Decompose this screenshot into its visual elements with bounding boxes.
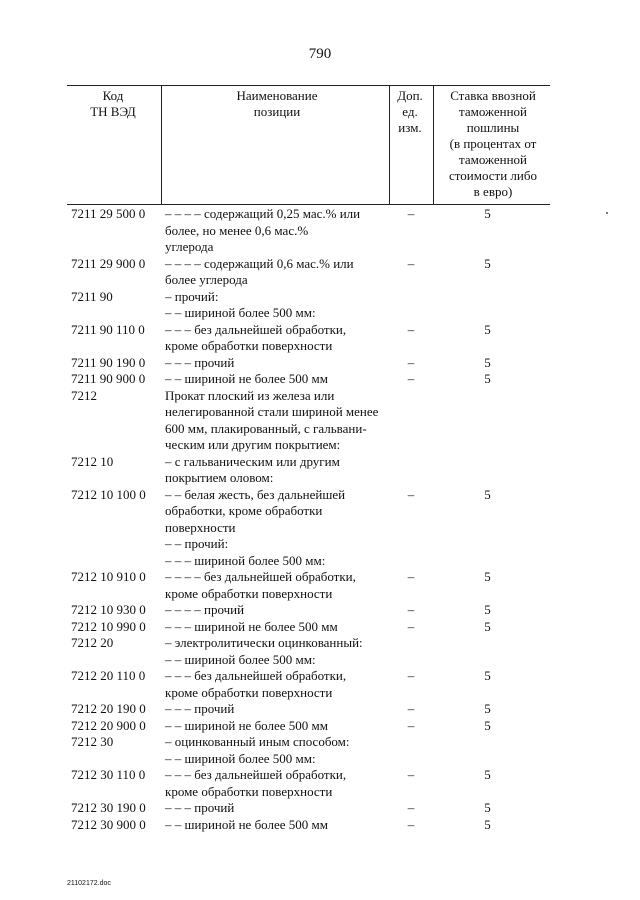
duty-rate [425, 454, 550, 487]
position-name-line: – – – – содержащий 0,6 мас.% или [165, 255, 354, 271]
header-rate-line: (в процентах от [449, 136, 537, 151]
duty-rate [425, 751, 550, 768]
position-name-line: углерода [165, 239, 214, 254]
additional-unit [397, 734, 425, 751]
additional-unit: – [407, 701, 415, 716]
additional-unit [397, 454, 425, 487]
tnved-code: 7211 90 110 0 [71, 321, 145, 337]
scan-speck [606, 212, 608, 214]
tnved-code: 7212 30 190 0 [71, 800, 146, 815]
header-unit-line: изм. [398, 120, 422, 135]
position-name [165, 635, 397, 652]
duty-rate: 5 [484, 602, 491, 617]
header-code [67, 88, 159, 120]
tnved-code: 7212 30 900 0 [71, 816, 146, 832]
table-row [67, 718, 550, 735]
position-name [165, 652, 397, 669]
table-row [67, 734, 550, 751]
position-name-line: кроме обработки поверхности [165, 783, 333, 799]
position-name-line: покрытием оловом: [165, 470, 274, 485]
table-row [67, 388, 550, 454]
duty-rate: 5 [484, 569, 491, 584]
tnved-code: 7212 20 900 0 [71, 717, 146, 733]
additional-unit: – [407, 816, 415, 832]
page-number: 790 [308, 46, 332, 62]
duty-rate: 5 [484, 255, 491, 271]
table-row [67, 553, 550, 570]
duty-rate: 5 [484, 206, 491, 221]
position-name [165, 718, 397, 735]
additional-unit: – [407, 486, 415, 502]
position-name [165, 454, 397, 487]
position-name [165, 619, 397, 636]
position-name [165, 767, 397, 800]
position-name [165, 569, 397, 602]
table-row [67, 619, 550, 636]
header-bottom-rule [67, 204, 550, 205]
column-divider [433, 85, 434, 205]
position-name-line: – – – – без дальнейшей обработки, [165, 569, 356, 584]
table-row [67, 305, 550, 322]
duty-rate [425, 305, 550, 322]
additional-unit [397, 289, 425, 306]
tnved-code: 7212 [71, 387, 97, 403]
table-row [67, 800, 550, 817]
position-name-line: 600 мм, плакированный, с гальвани- [165, 420, 367, 436]
tnved-code: 7211 90 [71, 288, 113, 304]
additional-unit: – [407, 767, 415, 782]
table-row [67, 256, 550, 289]
document-filename: 21102172.doc [67, 880, 111, 887]
tnved-code: 7212 30 110 0 [71, 767, 146, 782]
duty-rate [425, 652, 550, 669]
position-name-line: – – шириной более 500 мм: [165, 651, 316, 667]
tnved-code: 7212 30 [71, 734, 114, 749]
position-name [165, 817, 397, 834]
header-rate-line: таможенной [459, 152, 527, 167]
additional-unit: – [407, 602, 415, 617]
duty-rate: 5 [484, 816, 491, 832]
table-row [67, 635, 550, 652]
position-name-line: – – – без дальнейшей обработки, [165, 321, 347, 337]
duty-rate: 5 [484, 354, 491, 370]
duty-rate: 5 [484, 371, 491, 386]
position-name-line: – – – шириной не более 500 мм [165, 618, 338, 634]
position-name-line: – – шириной более 500 мм: [165, 305, 316, 320]
duty-rate: 5 [484, 800, 491, 815]
position-name-line: ческим или другим покрытием: [165, 437, 341, 452]
additional-unit [397, 536, 425, 553]
table-row [67, 701, 550, 718]
position-name-line: кроме обработки поверхности [165, 585, 333, 601]
tnved-code: 7212 20 110 0 [71, 668, 146, 683]
additional-unit [397, 635, 425, 652]
additional-unit [397, 553, 425, 570]
tnved-code [67, 305, 165, 322]
position-name [165, 751, 397, 768]
header-rate [436, 88, 550, 200]
table-row [67, 289, 550, 306]
position-name-line: Прокат плоский из железа или [165, 387, 335, 403]
position-name-line: – – – – прочий [165, 602, 245, 617]
position-name-line: поверхности [165, 519, 236, 535]
position-name [165, 668, 397, 701]
header-rate-line: таможенной [459, 104, 527, 119]
header-rate-line: в евро) [473, 184, 513, 199]
position-name-line: – оцинкованный иным способом: [165, 734, 350, 749]
position-name-line: – – – прочий [165, 701, 235, 716]
position-name-line: – с гальваническим или другим [165, 453, 340, 469]
tnved-code [67, 553, 165, 570]
duty-rate: 5 [484, 701, 491, 716]
header-name-line: позиции [253, 104, 301, 119]
position-name-line: – – шириной более 500 мм: [165, 750, 316, 766]
position-name [165, 734, 397, 751]
duty-rate [425, 635, 550, 652]
position-name [165, 553, 397, 570]
additional-unit [397, 751, 425, 768]
position-name [165, 388, 397, 454]
tnved-code: 7212 10 910 0 [71, 569, 146, 584]
header-code-line: Код [102, 88, 124, 103]
tnved-code: 7212 10 990 0 [71, 618, 146, 634]
table-row [67, 817, 550, 834]
tnved-code [67, 536, 165, 553]
position-name-line: – – – шириной более 500 мм: [165, 552, 326, 568]
tnved-code: 7211 29 900 0 [71, 255, 146, 271]
position-name [165, 355, 397, 372]
tnved-code: 7211 90 190 0 [71, 354, 146, 370]
position-name-line: обработки, кроме обработки [165, 503, 323, 518]
tnved-code: 7212 10 930 0 [71, 602, 146, 617]
position-name [165, 487, 397, 537]
position-name-line: – – прочий: [165, 536, 229, 551]
position-name-line: – – – прочий [165, 354, 235, 370]
additional-unit: – [407, 354, 415, 370]
header-unit-line: ед. [402, 104, 418, 119]
additional-unit [397, 305, 425, 322]
position-name [165, 800, 397, 817]
header-name-line: Наименование [236, 88, 318, 103]
position-name [165, 305, 397, 322]
duty-rate [425, 289, 550, 306]
table-row [67, 668, 550, 701]
duty-rate [425, 734, 550, 751]
header-code-line: ТН ВЭД [90, 104, 136, 119]
header-unit [388, 88, 432, 136]
additional-unit: – [407, 206, 415, 221]
additional-unit: – [407, 618, 415, 634]
table-row [67, 569, 550, 602]
position-name-line: – – – без дальнейшей обработки, [165, 668, 347, 683]
table-row [67, 355, 550, 372]
position-name [165, 322, 397, 355]
tnved-code [67, 751, 165, 768]
position-name-line: – – белая жесть, без дальнейшей [165, 486, 346, 502]
position-name [165, 602, 397, 619]
additional-unit: – [407, 800, 415, 815]
table-row [67, 602, 550, 619]
position-name-line: – прочий: [165, 288, 219, 304]
position-name-line: – – шириной не более 500 мм [165, 816, 328, 832]
position-name [165, 701, 397, 718]
position-name-line: более углерода [165, 272, 248, 287]
header-rate-line: стоимости либо [448, 168, 537, 183]
position-name-line: более, но менее 0,6 мас.% [165, 222, 309, 238]
tariff-table-body [67, 206, 550, 833]
table-row [67, 454, 550, 487]
tnved-code [67, 652, 165, 669]
duty-rate: 5 [484, 486, 491, 502]
position-name-line: кроме обработки поверхности [165, 684, 333, 700]
duty-rate: 5 [484, 618, 491, 634]
position-name-line: – – – без дальнейшей обработки, [165, 767, 347, 782]
table-top-rule [67, 85, 550, 86]
table-row [67, 371, 550, 388]
duty-rate [425, 536, 550, 553]
tnved-code: 7212 20 190 0 [71, 701, 146, 716]
position-name [165, 206, 397, 256]
additional-unit: – [407, 371, 415, 386]
table-row [67, 206, 550, 256]
tnved-code: 7212 10 100 0 [71, 486, 146, 502]
header-rate-line: пошлины [466, 120, 520, 135]
header-name [162, 88, 392, 120]
duty-rate [425, 388, 550, 454]
additional-unit: – [407, 255, 415, 271]
position-name [165, 256, 397, 289]
position-name [165, 536, 397, 553]
position-name-line: – электролитически оцинкованный: [165, 635, 363, 650]
tnved-code: 7211 90 900 0 [71, 371, 146, 386]
table-row [67, 767, 550, 800]
position-name-line: – – шириной не более 500 мм [165, 371, 328, 386]
position-name-line: нелегированной стали шириной менее [165, 404, 379, 419]
table-row [67, 652, 550, 669]
additional-unit [397, 388, 425, 454]
table-row [67, 536, 550, 553]
table-row [67, 487, 550, 537]
table-row [67, 322, 550, 355]
tnved-code: 7212 20 [71, 635, 114, 650]
duty-rate: 5 [484, 321, 491, 337]
duty-rate: 5 [484, 668, 491, 683]
position-name [165, 289, 397, 306]
position-name-line: – – шириной не более 500 мм [165, 717, 328, 733]
header-rate-line: Ставка ввозной [450, 88, 536, 103]
position-name [165, 371, 397, 388]
duty-rate [425, 553, 550, 570]
additional-unit: – [407, 668, 415, 683]
duty-rate: 5 [484, 717, 491, 733]
additional-unit: – [407, 569, 415, 584]
additional-unit: – [407, 321, 415, 337]
tnved-code: 7212 10 [71, 453, 114, 469]
duty-rate: 5 [484, 767, 491, 782]
tnved-code: 7211 29 500 0 [71, 206, 146, 221]
header-unit-line: Доп. [397, 88, 423, 103]
additional-unit [397, 652, 425, 669]
position-name-line: кроме обработки поверхности [165, 338, 333, 353]
position-name-line: – – – прочий [165, 800, 235, 815]
table-row [67, 751, 550, 768]
position-name-line: – – – – содержащий 0,25 мас.% или [165, 206, 361, 221]
additional-unit: – [407, 717, 415, 733]
